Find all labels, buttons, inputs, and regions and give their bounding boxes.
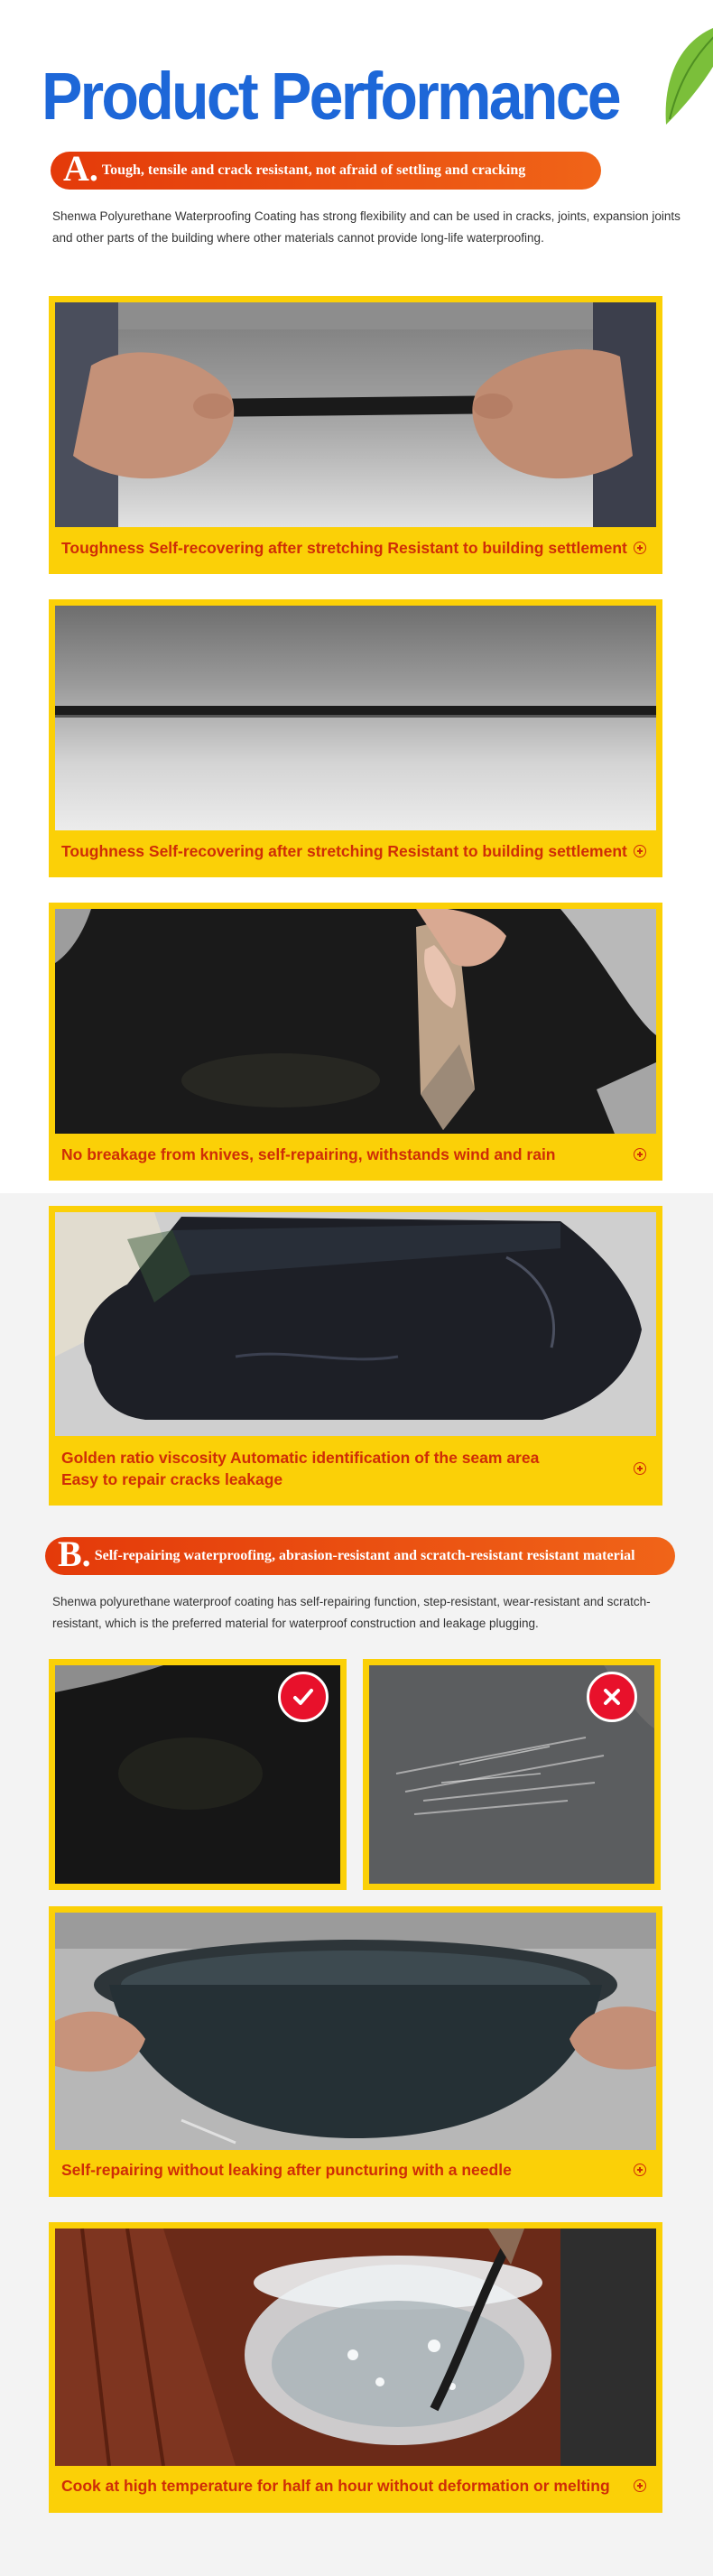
caption-text: Toughness Self-recovering after stretching Resistant to building settlement bbox=[61, 842, 627, 860]
section-a-heading-text: Tough, tensile and crack resistant, not afraid of settling and cracking bbox=[101, 162, 526, 178]
card-caption bbox=[61, 1444, 650, 1493]
plus-circle-icon[interactable] bbox=[634, 2164, 646, 2176]
plus-circle-icon[interactable] bbox=[634, 1462, 646, 1475]
cross-icon bbox=[587, 1672, 637, 1722]
page-title: Product Performance bbox=[42, 59, 619, 134]
card-stretch-hands bbox=[49, 296, 662, 574]
caption-text: No breakage from knives, self-repairing, withstands wind and rain bbox=[61, 1145, 556, 1163]
card-high-temperature bbox=[49, 2222, 662, 2513]
caption-text: Self-repairing without leaking after puncturing with a needle bbox=[61, 2161, 512, 2179]
photo-high-temperature bbox=[55, 2229, 656, 2466]
caption-text: Cook at high temperature for half an hour without deformation or melting bbox=[61, 2477, 610, 2495]
card-compare-bad bbox=[363, 1659, 661, 1890]
caption-line-2: Easy to repair cracks leakage bbox=[61, 1470, 283, 1488]
photo-stretch-hands bbox=[55, 302, 656, 527]
card-viscosity bbox=[49, 1206, 662, 1506]
plus-circle-icon[interactable] bbox=[634, 1148, 646, 1161]
card-caption bbox=[61, 534, 650, 561]
caption-text-group bbox=[61, 1447, 539, 1490]
section-a-description: Shenwa Polyurethane Waterproofing Coating has strong flexibility and can be used in cracks, joints, expansion joints and other parts of the building where other materials cannot provide long-life waterproofing. bbox=[52, 209, 681, 245]
section-b-description: Shenwa polyurethane waterproof coating has self-repairing function, step-resistant, wear-resistant and scratch-resistant, which is the preferred material for waterproof construction and leakage plugging. bbox=[52, 1595, 651, 1630]
plus-circle-icon[interactable] bbox=[634, 542, 646, 554]
photo-viscosity bbox=[55, 1212, 656, 1436]
check-icon bbox=[278, 1672, 329, 1722]
leaf-icon bbox=[650, 18, 713, 144]
section-b-heading bbox=[45, 1534, 675, 1575]
section-b-heading-text: Self-repairing waterproofing, abrasion-resistant and scratch-resistant resistant material bbox=[94, 1548, 635, 1563]
photo-knife-test bbox=[55, 909, 656, 1134]
card-caption bbox=[61, 2471, 650, 2500]
card-caption bbox=[61, 1141, 650, 1168]
card-caption bbox=[61, 2155, 650, 2184]
card-knife-test bbox=[49, 903, 662, 1181]
card-needle-puncture bbox=[49, 1906, 662, 2197]
section-a-heading bbox=[51, 148, 601, 190]
photo-needle-puncture bbox=[55, 1913, 656, 2150]
section-b-letter: B. bbox=[58, 1534, 91, 1574]
photo-stretched-strip bbox=[55, 606, 656, 830]
caption-text: Toughness Self-recovering after stretching Resistant to building settlement bbox=[61, 539, 627, 557]
card-compare-good bbox=[49, 1659, 347, 1890]
plus-circle-icon[interactable] bbox=[634, 2479, 646, 2492]
caption-line-1: Golden ratio viscosity Automatic identification of the seam area bbox=[61, 1449, 540, 1467]
card-stretched-strip bbox=[49, 599, 662, 877]
card-caption bbox=[61, 838, 650, 865]
plus-circle-icon[interactable] bbox=[634, 845, 646, 857]
section-a-letter: A. bbox=[63, 148, 98, 189]
